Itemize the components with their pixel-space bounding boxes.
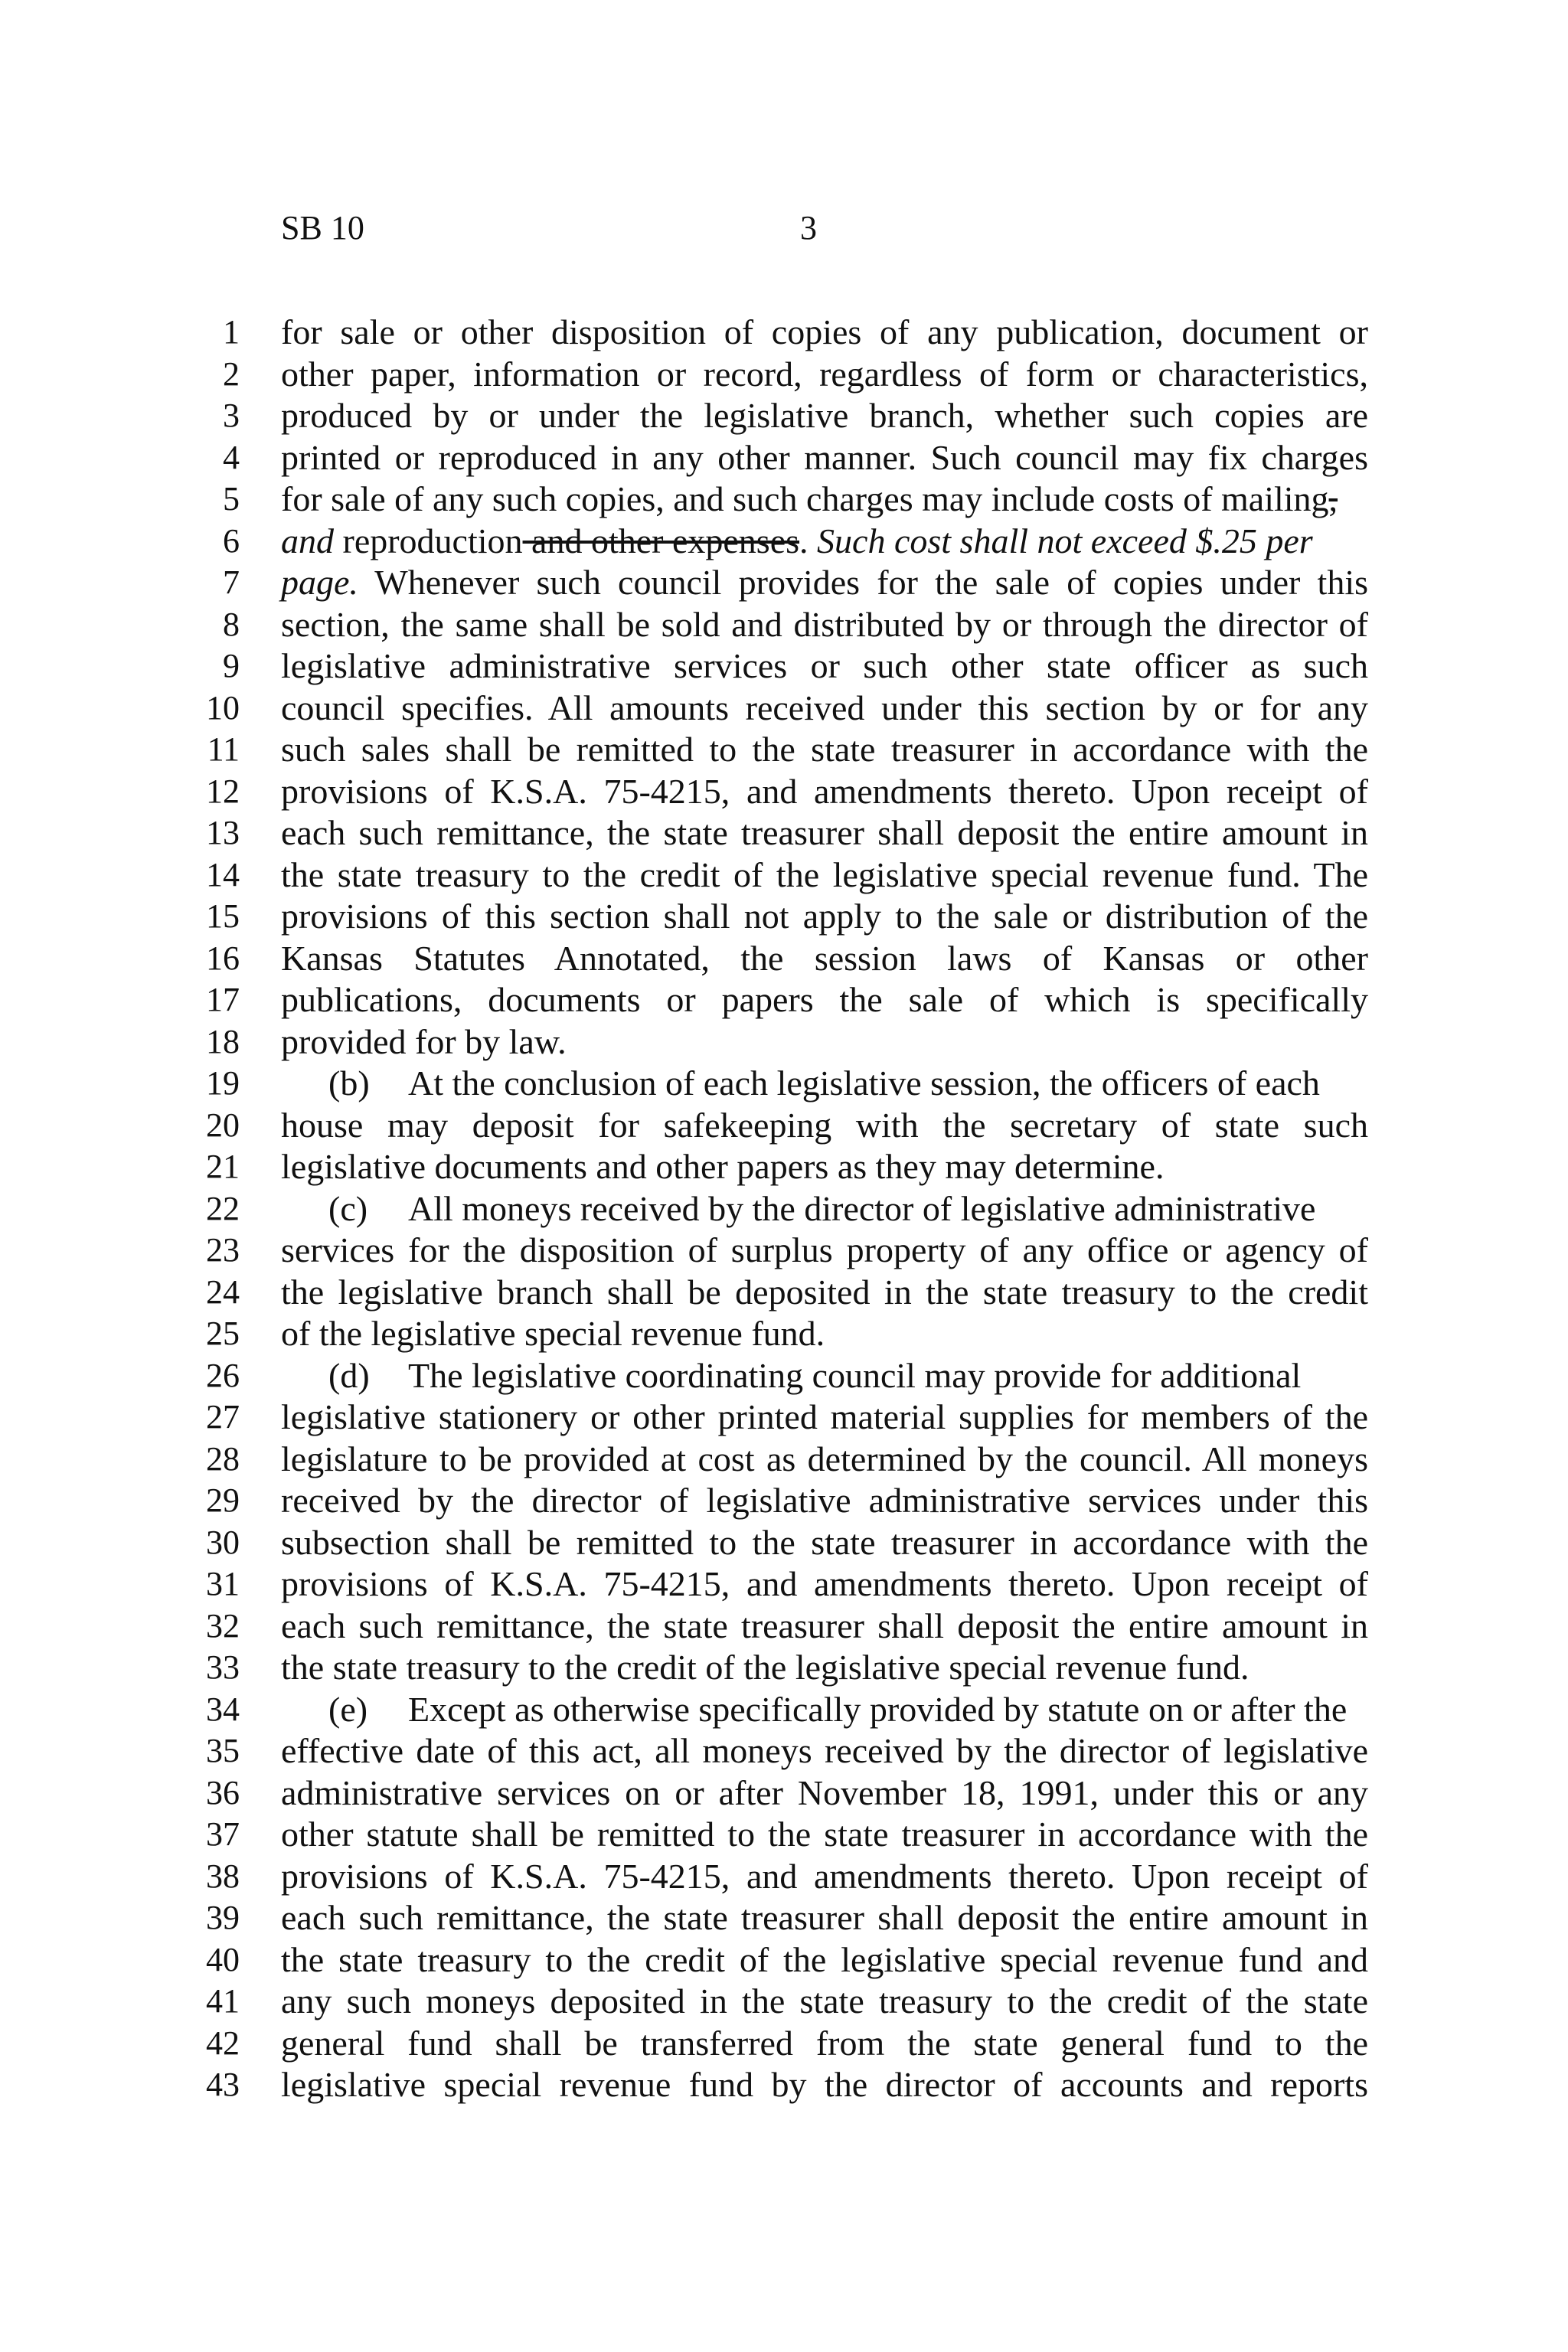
bill-id: SB 10 — [281, 209, 364, 247]
inserted-cost-limit: Such cost shall not exceed $.25 per — [817, 521, 1313, 560]
text-line-7-rest: Whenever such council provides for the sale of copies under this — [358, 563, 1368, 602]
text-line-15: provisions of this section shall not apply to the sale or distribution of the — [281, 897, 1368, 936]
text-line-22 — [281, 1188, 1368, 1230]
line-number: 34 — [206, 1690, 240, 1728]
line-number: 23 — [206, 1231, 240, 1269]
line-number: 3 — [223, 397, 240, 434]
text-line-27: legislative stationery or other printed material supplies for members of the — [281, 1397, 1368, 1436]
line-number: 4 — [223, 438, 240, 476]
page-number: 3 — [800, 209, 817, 247]
line-number: 2 — [223, 354, 240, 393]
subsection-c-text: All moneys received by the director of legislative administrative — [408, 1188, 1316, 1228]
text-line-16: Kansas Statutes Annotated, the session laws of Kansas or other — [281, 938, 1368, 978]
text-line-38: provisions of K.S.A. 75-4215, and amendments thereto. Upon receipt of — [281, 1856, 1368, 1896]
text-line-11: such sales shall be remitted to the state treasurer in accordance with the — [281, 730, 1368, 769]
struck-and-other-expenses: and other expenses — [522, 521, 800, 560]
struck-comma: , — [1328, 479, 1338, 518]
text-line-5-main: for sale of any such copies, and such charges may include costs of mailing — [281, 479, 1329, 518]
text-line-21: legislative documents and other papers as they may determine. — [281, 1147, 1165, 1186]
line-number: 27 — [206, 1398, 240, 1436]
text-line-24: the legislative branch shall be deposited in the state treasury to the credit — [281, 1272, 1368, 1312]
line-number: 28 — [206, 1439, 240, 1478]
text-line-12: provisions of K.S.A. 75-4215, and amendments thereto. Upon receipt of — [281, 771, 1368, 811]
line-number: 36 — [206, 1773, 240, 1811]
text-line-3: produced by or under the legislative branch, whether such copies are — [281, 396, 1368, 435]
subsection-d-text: The legislative coordinating council may provide for additional — [408, 1355, 1302, 1395]
line-number: 25 — [206, 1315, 240, 1352]
line-number: 18 — [206, 1022, 240, 1060]
text-line-42: general fund shall be transferred from the state general fund to the — [281, 2023, 1368, 2063]
text-line-5 — [281, 479, 1368, 521]
line-number: 20 — [206, 1106, 240, 1144]
line-number: 21 — [206, 1148, 240, 1185]
text-line-35: effective date of this act, all moneys received by the director of legislative — [281, 1731, 1368, 1770]
line-number: 17 — [206, 981, 240, 1018]
line-number: 38 — [206, 1857, 240, 1895]
subsection-e-label: (e) — [328, 1689, 368, 1729]
text-line-8: section, the same shall be sold and distributed by or through the director of — [281, 604, 1368, 644]
text-line-9: legislative administrative services or such other state officer as such — [281, 646, 1368, 685]
subsection-e-text: Except as otherwise specifically provided by statute on or after the — [408, 1689, 1348, 1729]
inserted-page: page. — [281, 563, 358, 602]
text-line-19 — [281, 1063, 1368, 1105]
text-line-29: received by the director of legislative administrative services under this — [281, 1481, 1368, 1520]
line-number: 19 — [206, 1064, 240, 1102]
text-line-1: for sale or other disposition of copies of any publication, document or — [281, 312, 1368, 351]
text-line-26 — [281, 1355, 1368, 1397]
text-line-34 — [281, 1689, 1368, 1731]
text-line-39: each such remittance, the state treasurer shall deposit the entire amount in — [281, 1898, 1368, 1937]
subsection-b-text: At the conclusion of each legislative session, the officers of each — [408, 1063, 1320, 1102]
text-line-28: legislature to be provided at cost as determined by the council. All moneys — [281, 1439, 1368, 1478]
text-line-10: council specifies. All amounts received under this section by or for any — [281, 688, 1368, 727]
text-line-23: services for the disposition of surplus property of any office or agency of — [281, 1230, 1368, 1269]
text-line-4: printed or reproduced in any other manner. Such council may fix charges — [281, 437, 1368, 477]
line-number: 35 — [206, 1732, 240, 1769]
line-number: 12 — [206, 772, 240, 810]
line-number: 1 — [223, 313, 240, 351]
text-line-33: the state treasury to the credit of the legislative special revenue fund. — [281, 1648, 1250, 1687]
line-number: 14 — [206, 855, 240, 893]
line-number: 13 — [206, 814, 240, 851]
line-number: 10 — [206, 688, 240, 727]
text-line-6-period: . — [799, 521, 818, 560]
line-number: 22 — [206, 1189, 240, 1227]
line-number: 5 — [223, 480, 240, 518]
line-number: 7 — [223, 564, 240, 601]
text-line-20: house may deposit for safekeeping with the secretary of state such — [281, 1105, 1368, 1145]
line-number: 31 — [206, 1565, 240, 1602]
text-line-17: publications, documents or papers the sale of which is specifically — [281, 980, 1368, 1019]
line-number: 9 — [223, 647, 240, 684]
text-line-2: other paper, information or record, regardless of form or characteristics, — [281, 354, 1368, 394]
line-number: 42 — [206, 2024, 240, 2062]
text-line-14: the state treasury to the credit of the legislative special revenue fund. The — [281, 854, 1368, 894]
text-line-43: legislative special revenue fund by the director of accounts and reports — [281, 2065, 1368, 2104]
line-number: 26 — [206, 1356, 240, 1394]
line-number: 8 — [223, 605, 240, 643]
text-line-36: administrative services on or after November 18, 1991, under this or any — [281, 1772, 1368, 1812]
text-line-25: of the legislative special revenue fund. — [281, 1314, 825, 1353]
line-number: 37 — [206, 1815, 240, 1853]
line-number: 29 — [206, 1481, 240, 1519]
text-line-32: each such remittance, the state treasurer shall deposit the entire amount in — [281, 1606, 1368, 1645]
text-line-7 — [281, 562, 1368, 604]
text-line-37: other statute shall be remitted to the state treasurer in accordance with the — [281, 1815, 1368, 1854]
line-number: 39 — [206, 1899, 240, 1936]
line-number: 41 — [206, 1982, 240, 2020]
inserted-and: and — [281, 521, 334, 560]
line-number: 30 — [206, 1523, 240, 1561]
subsection-c-label: (c) — [328, 1188, 368, 1228]
bill-text — [281, 312, 1368, 2106]
line-number: 6 — [223, 521, 240, 560]
subsection-b-label: (b) — [328, 1063, 370, 1102]
text-line-41: any such moneys deposited in the state treasury to the credit of the state — [281, 1981, 1368, 2020]
line-number: 11 — [207, 730, 240, 768]
subsection-d-label: (d) — [328, 1355, 370, 1395]
line-number: 15 — [206, 897, 240, 935]
line-number: 16 — [206, 939, 240, 977]
line-number: 33 — [206, 1648, 240, 1686]
text-line-6-reproduction: reproduction — [334, 521, 523, 560]
text-line-31: provisions of K.S.A. 75-4215, and amendments thereto. Upon receipt of — [281, 1564, 1368, 1603]
text-line-6 — [281, 521, 1368, 563]
line-number: 43 — [206, 2066, 240, 2103]
line-number-column — [165, 312, 240, 2106]
text-line-30: subsection shall be remitted to the state treasurer in accordance with the — [281, 1522, 1368, 1562]
text-line-18: provided for by law. — [281, 1021, 567, 1061]
line-number: 32 — [206, 1606, 240, 1645]
text-line-40: the state treasury to the credit of the legislative special revenue fund and — [281, 1939, 1368, 1979]
line-number: 40 — [206, 1940, 240, 1978]
text-line-13: each such remittance, the state treasurer shall deposit the entire amount in — [281, 813, 1368, 852]
line-number: 24 — [206, 1272, 240, 1311]
